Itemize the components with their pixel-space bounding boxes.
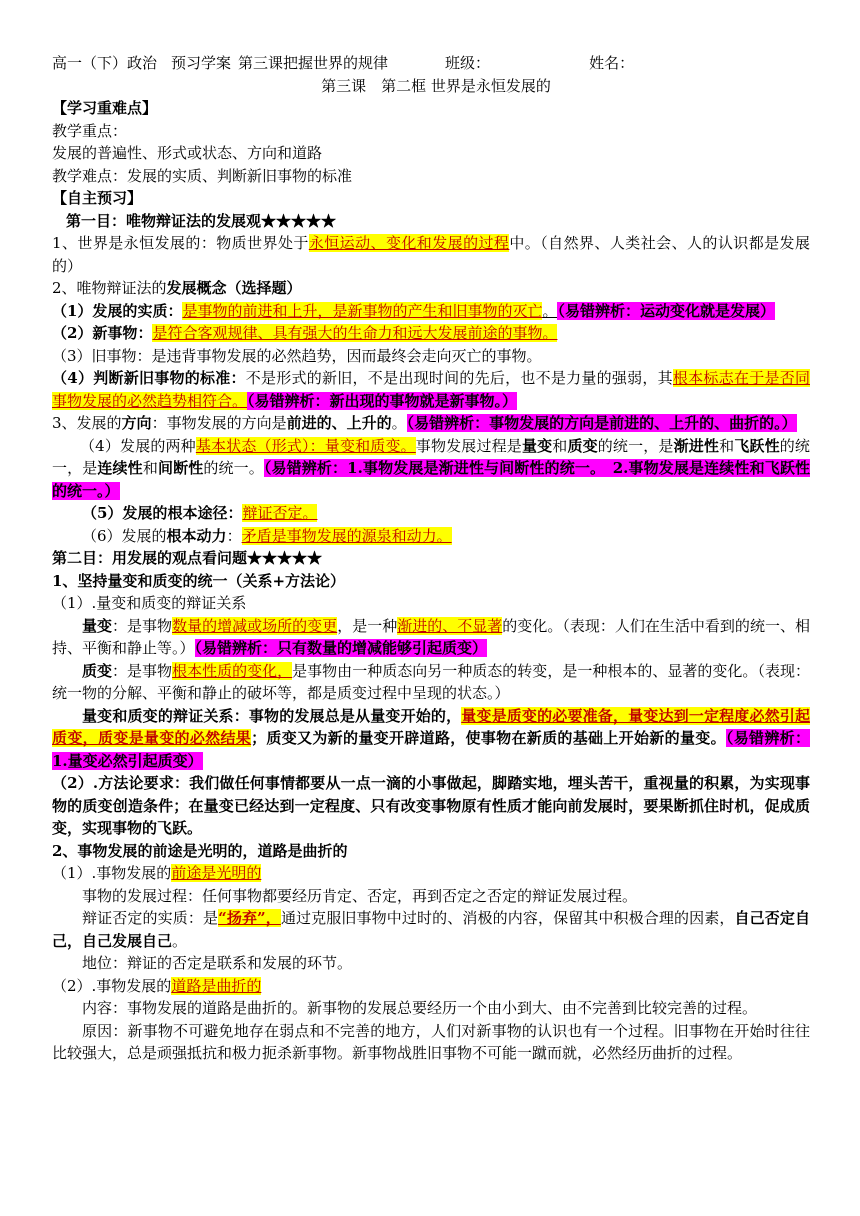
quant-highlight-1: 数量的增减或场所的变更 xyxy=(172,616,338,635)
qual-label: 质变 xyxy=(82,661,113,680)
motive-highlight: 矛盾是事物发展的源泉和动力。 xyxy=(241,526,452,545)
point-1 xyxy=(52,232,810,277)
tortuous-reason: 原因：新事物不可避免地存在弱点和不完善的地方，人们对新事物的认识也有一个过程。旧事物在开始时往往比较强大，总是顽强抵抗和极力扼杀新事物。新事物战胜旧事物不可能一蹴而就，必然经历曲折的过程。 xyxy=(52,1021,810,1062)
item-new-thing xyxy=(52,322,810,345)
quant-label: 量变 xyxy=(82,616,113,635)
tortuous-highlight: 道路是曲折的 xyxy=(171,976,262,995)
item-criterion xyxy=(52,367,810,412)
negation-highlight: “扬弃”， xyxy=(218,909,281,927)
name-label: 姓名： xyxy=(589,54,635,72)
item-forms xyxy=(52,435,810,503)
motive-a: （6）发展的 xyxy=(82,526,167,545)
doc-title: 第三课 第二框 世界是永恒发展的 xyxy=(321,76,551,95)
focus-label: 教学重点： xyxy=(52,121,128,140)
forms-h: 和 xyxy=(719,436,735,455)
item-essence xyxy=(52,300,810,323)
doc-type: 预习学案 xyxy=(171,54,232,72)
preview-heading: 【自主预习】 xyxy=(52,189,143,207)
item-motive xyxy=(52,525,810,548)
point-1-highlight: 永恒运动、变化和发展的过程 xyxy=(308,234,510,252)
essence-highlight: 是事物的前进和上升，是新事物的产生和旧事物的灭亡 xyxy=(182,301,543,320)
forms-i: 飞跃性 xyxy=(734,436,780,455)
relation-highlight: 量变是质变的必要准备，量变达到一定程度必然引起质变，质变是量变的必然结果 xyxy=(52,706,810,747)
section-1-heading: 1、坚持量变和质变的统一（关系+方法论） xyxy=(52,571,346,590)
qualitative-change xyxy=(52,660,810,705)
key-points-heading: 【学习重难点】 xyxy=(52,99,158,117)
part2-title: 第二目：用发展的观点看问题★★★★★ xyxy=(52,549,323,567)
negation-b: 通过克服旧事物中过时的、消极的内容，保留其中积极合理的因素， xyxy=(280,909,735,927)
course-label: 高一（下）政治 xyxy=(52,54,158,72)
point-3-c: ：事物发展的方向是 xyxy=(151,414,287,432)
methodology: （2）.方法论要求：我们做任何事情都要从一点一滴的小事做起，脚踏实地，埋头苦干，重视量的积累，为实现事物的质变创造条件；在量变已经达到一定程度、只有改变事物原有性质才能向前发展时，要果断抓住时机，促成质变，实现事物的飞跃。 xyxy=(52,774,810,837)
section-1-1-heading: （1）.量变和质变的辩证关系 xyxy=(52,594,247,612)
point-3-note: （易错辨析：事物发展的方向是前进的、上升的、曲折的。） xyxy=(406,414,797,432)
tortuous-a: （2）.事物发展的 xyxy=(52,976,172,995)
new-thing-label: （2）新事物： xyxy=(52,324,153,342)
class-label: 班级： xyxy=(445,54,491,72)
part1-title: 第一目：唯物辩证法的发展观★★★★★ xyxy=(66,211,337,230)
bright-future-highlight: 前途是光明的 xyxy=(171,864,262,882)
qual-b: 是事物由一种质态向另一种质态的转变，是一种根本的、显著的变化。（表现：统一物的分解、平衡和静止的破坏等，都是质变过程中呈现的状态。） xyxy=(52,661,810,702)
quant-c: 的变化。（表现：人们在生活中看到的统一、相持、平衡和静止等。） xyxy=(52,616,810,657)
criterion-label: （4）判断新旧事物的标准： xyxy=(52,369,246,387)
point-2-bold: 发展概念（选择题） xyxy=(166,279,302,297)
forms-j: 的统一，是 xyxy=(52,436,810,477)
point-3-e: 。 xyxy=(391,414,407,432)
forms-e: 质变 xyxy=(567,436,598,455)
item-path xyxy=(52,502,810,525)
path-label: （5）发展的根本途径： xyxy=(82,504,243,522)
quantitative-change xyxy=(52,615,810,660)
quant-note: （易错辨析：只有数量的增减能够引起质变） xyxy=(194,639,488,657)
forms-note: （易错辨析：1.事物发展是渐进性与间断性的统一。 2.事物发展是连续性和飞跃性的统一。） xyxy=(52,459,810,500)
item-old-thing: （3）旧事物：是违背事物发展的必然趋势，因而最终会走向灭亡的事物。 xyxy=(52,346,542,365)
quant-highlight-2: 渐进的、不显著 xyxy=(397,616,503,635)
quant-b: ，是一种 xyxy=(337,616,398,635)
point-3-b: 方向 xyxy=(121,414,152,432)
motive-b: 根本动力 xyxy=(166,526,227,545)
forms-m: 间断性 xyxy=(157,459,204,477)
section-2-1-heading xyxy=(52,862,810,885)
forms-k: 连续性 xyxy=(97,459,143,477)
criterion-note: （易错辨析：新出现的事物就是新事物。） xyxy=(247,391,518,410)
forms-d: 和 xyxy=(552,436,568,455)
bright-future-a: （1）.事物发展的 xyxy=(52,864,172,882)
point-1-tail: 中。（自然界、人类社会、人的认识都是发展的） xyxy=(52,234,810,275)
forms-highlight: 基本状态（形式）：量变和质变。 xyxy=(195,436,416,455)
document-page xyxy=(52,52,810,1065)
motive-c: ： xyxy=(226,526,242,545)
negation-a: 辩证否定的实质：是 xyxy=(82,909,219,927)
point-1-text: 1、世界是永恒发展的：物质世界处于 xyxy=(52,234,309,252)
path-highlight: 辩证否定。 xyxy=(242,504,318,522)
essence-label: （1）发展的实质： xyxy=(52,301,183,320)
qual-a: ：是事物 xyxy=(112,661,173,680)
forms-f: 的统一，是 xyxy=(597,436,674,455)
forms-a: （4）发展的两种 xyxy=(80,436,196,455)
point-3-a: 3、发展的 xyxy=(52,414,122,432)
relation-note: （易错辨析：1.量变必然引起质变） xyxy=(52,729,810,770)
forms-b: 事物发展过程是 xyxy=(415,436,522,455)
qual-highlight: 根本性质的变化， xyxy=(172,661,293,680)
negation-essence xyxy=(52,907,810,952)
relation-b: ；质变又为新的量变开辟道路，使事物在新质的基础上开始新的量变。 xyxy=(251,729,726,747)
tortuous-content: 内容：事物发展的道路是曲折的。新事物的发展总要经历一个由小到大、由不完善到比较完善的过程。 xyxy=(82,999,758,1017)
focus-content: 发展的普遍性、形式或状态、方向和道路 xyxy=(52,144,323,162)
negation-d: 。 xyxy=(172,931,188,950)
criterion-text: 不是形式的新旧，不是出现时间的先后，也不是力量的强弱，其 xyxy=(245,369,673,387)
negation-status: 地位：辩证的否定是联系和发展的环节。 xyxy=(82,954,353,972)
forms-l: 和 xyxy=(142,459,158,477)
difficulty-line: 教学难点：发展的实质、判断新旧事物的标准 xyxy=(52,166,353,185)
section-2-2-heading xyxy=(52,975,810,998)
point-3-d: 前进的、上升的 xyxy=(286,414,392,432)
criterion-highlight: 根本标志在于是否同事物发展的必然趋势相符合。 xyxy=(52,369,810,410)
dialectical-relation xyxy=(52,705,810,773)
section-2-heading: 2、事物发展的前途是光明的，道路是曲折的 xyxy=(52,841,348,860)
lesson-label: 第三课把握世界的规律 xyxy=(238,54,389,72)
forms-c: 量变 xyxy=(521,436,553,455)
point-2-text: 2、唯物辩证法的 xyxy=(52,279,167,297)
essence-dot: 。 xyxy=(542,301,558,320)
point-2 xyxy=(52,277,810,300)
essence-note: （易错辨析：运动变化就是发展） xyxy=(557,301,775,320)
quant-a: ：是事物 xyxy=(112,616,173,635)
point-3 xyxy=(52,412,810,435)
forms-n: 的统一。 xyxy=(203,459,264,477)
forms-g: 渐进性 xyxy=(673,436,720,455)
relation-a: 量变和质变的辩证关系：事物的发展总是从量变开始的， xyxy=(82,706,462,725)
negation-c: 自己否定自己，自己发展自己 xyxy=(52,909,810,950)
doc-header xyxy=(52,52,810,75)
new-thing-highlight: 是符合客观规律、具有强大的生命力和远大发展前途的事物。 xyxy=(152,324,558,342)
development-process: 事物的发展过程：任何事物都要经历肯定、否定，再到否定之否定的辩证发展过程。 xyxy=(82,886,638,905)
